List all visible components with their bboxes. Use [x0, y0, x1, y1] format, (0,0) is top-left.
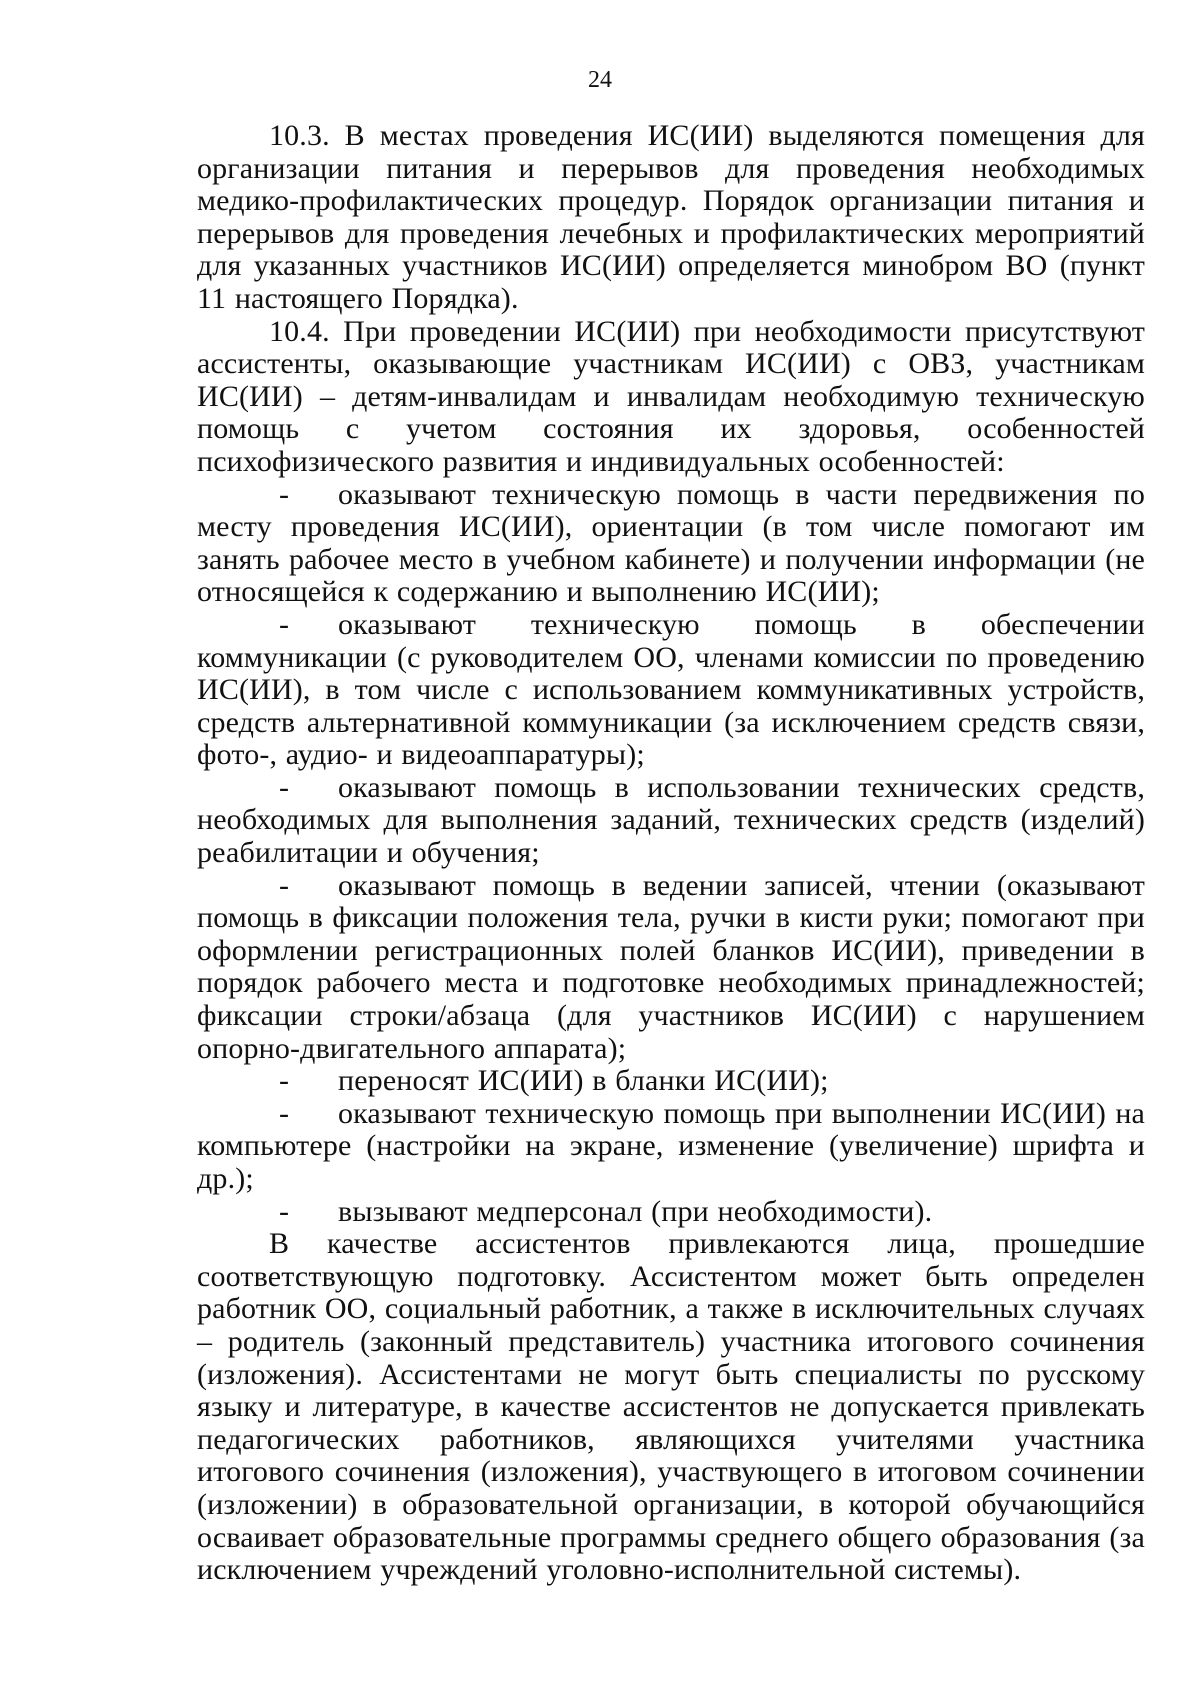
- list-item: [197, 1065, 1145, 1098]
- document-body: [197, 120, 1145, 1587]
- list-item-text: переносят ИС(ИИ) в бланки ИС(ИИ);: [338, 1064, 829, 1098]
- bullet-dash: -: [279, 1096, 290, 1130]
- list-item-text: оказывают техническую помощь в обеспечении коммуникации (с руководителем ОО, членами комиссии по проведению ИС(ИИ), в том числе с использованием коммуникативных устройств, средств альтернативной коммуникации (за исключением средств связи, фото-, аудио- и видеоаппаратуры);: [197, 607, 1145, 772]
- paragraph-10-4: 10.4. При проведении ИС(ИИ) при необходимости присутствуют ассистенты, оказывающие участникам ИС(ИИ) с ОВЗ, участникам ИС(ИИ) – детям-инвалидам и инвалидам необходимую техническую помощь с учетом состояния их здоровья, особенностей психофизического развития и индивидуальных особенностей:: [197, 314, 1145, 478]
- bullet-dash: -: [279, 607, 290, 641]
- bullet-dash: -: [279, 1194, 290, 1228]
- list-item: [197, 870, 1145, 1066]
- bullet-dash: -: [279, 868, 290, 902]
- list-item: [197, 479, 1145, 609]
- paragraph-10-3: 10.3. В местах проведения ИС(ИИ) выделяются помещения для организации питания и перерывов для проведения необходимых медико-профилактических процедур. Порядок организации питания и перерывов для проведения лечебных и профилактических мероприятий для указанных участников ИС(ИИ) определяется минобром ВО (пункт 11 настоящего Порядка).: [197, 119, 1145, 315]
- list-item: [197, 772, 1145, 870]
- list-item-text: оказывают техническую помощь в части передвижения по месту проведения ИС(ИИ), ориентации (в том числе помогают им занять рабочее место в учебном кабинете) и получении информации (не относящейся к содержанию и выполнению ИС(ИИ);: [197, 477, 1145, 609]
- list-item: [197, 609, 1145, 772]
- list-item-text: оказывают техническую помощь при выполнении ИС(ИИ) на компьютере (настройки на экране, изменение (увеличение) шрифта и др.);: [197, 1096, 1145, 1195]
- list-item-text: оказывают помощь в использовании технических средств, необходимых для выполнения заданий, технических средств (изделий) реабилитации и обучения;: [197, 770, 1145, 870]
- bullet-dash: -: [279, 770, 290, 804]
- list-item: [197, 1098, 1145, 1196]
- list-item-text: оказывают помощь в ведении записей, чтении (оказывают помощь в фиксации положения тела, ручки в кисти руки; помогают при оформлении регистрационных полей бланков ИС(ИИ), приведении в порядок рабочего места и подготовке необходимых принадлежностей; фиксации строки/абзаца (для участников ИС(ИИ) с нарушением опорно-двигательного аппарата);: [197, 868, 1145, 1065]
- bullet-dash: -: [279, 1064, 290, 1098]
- list-item-text: вызывают медперсонал (при необходимости).: [338, 1194, 933, 1228]
- page-number: 24: [588, 67, 612, 93]
- bullet-dash: -: [279, 477, 290, 511]
- closing-paragraph: В качестве ассистентов привлекаются лица, прошедшие соответствующую подготовку. Ассистентом может быть определен работник ОО, социальный работник, а также в исключительных случаях – родитель (законный представитель) участника итогового сочинения (изложения). Ассистентами не могут быть специалисты по русскому языку и литературе, в качестве ассистентов не допускается привлекать педагогических работников, являющихся учителями участника итогового сочинения (изложения), участвующего в итоговом сочинении (изложении) в образовательной организации, в которой обучающийся осваивает образовательные программы среднего общего образования (за исключением учреждений уголовно-исполнительной системы).: [197, 1227, 1145, 1587]
- list-item: [197, 1196, 1145, 1229]
